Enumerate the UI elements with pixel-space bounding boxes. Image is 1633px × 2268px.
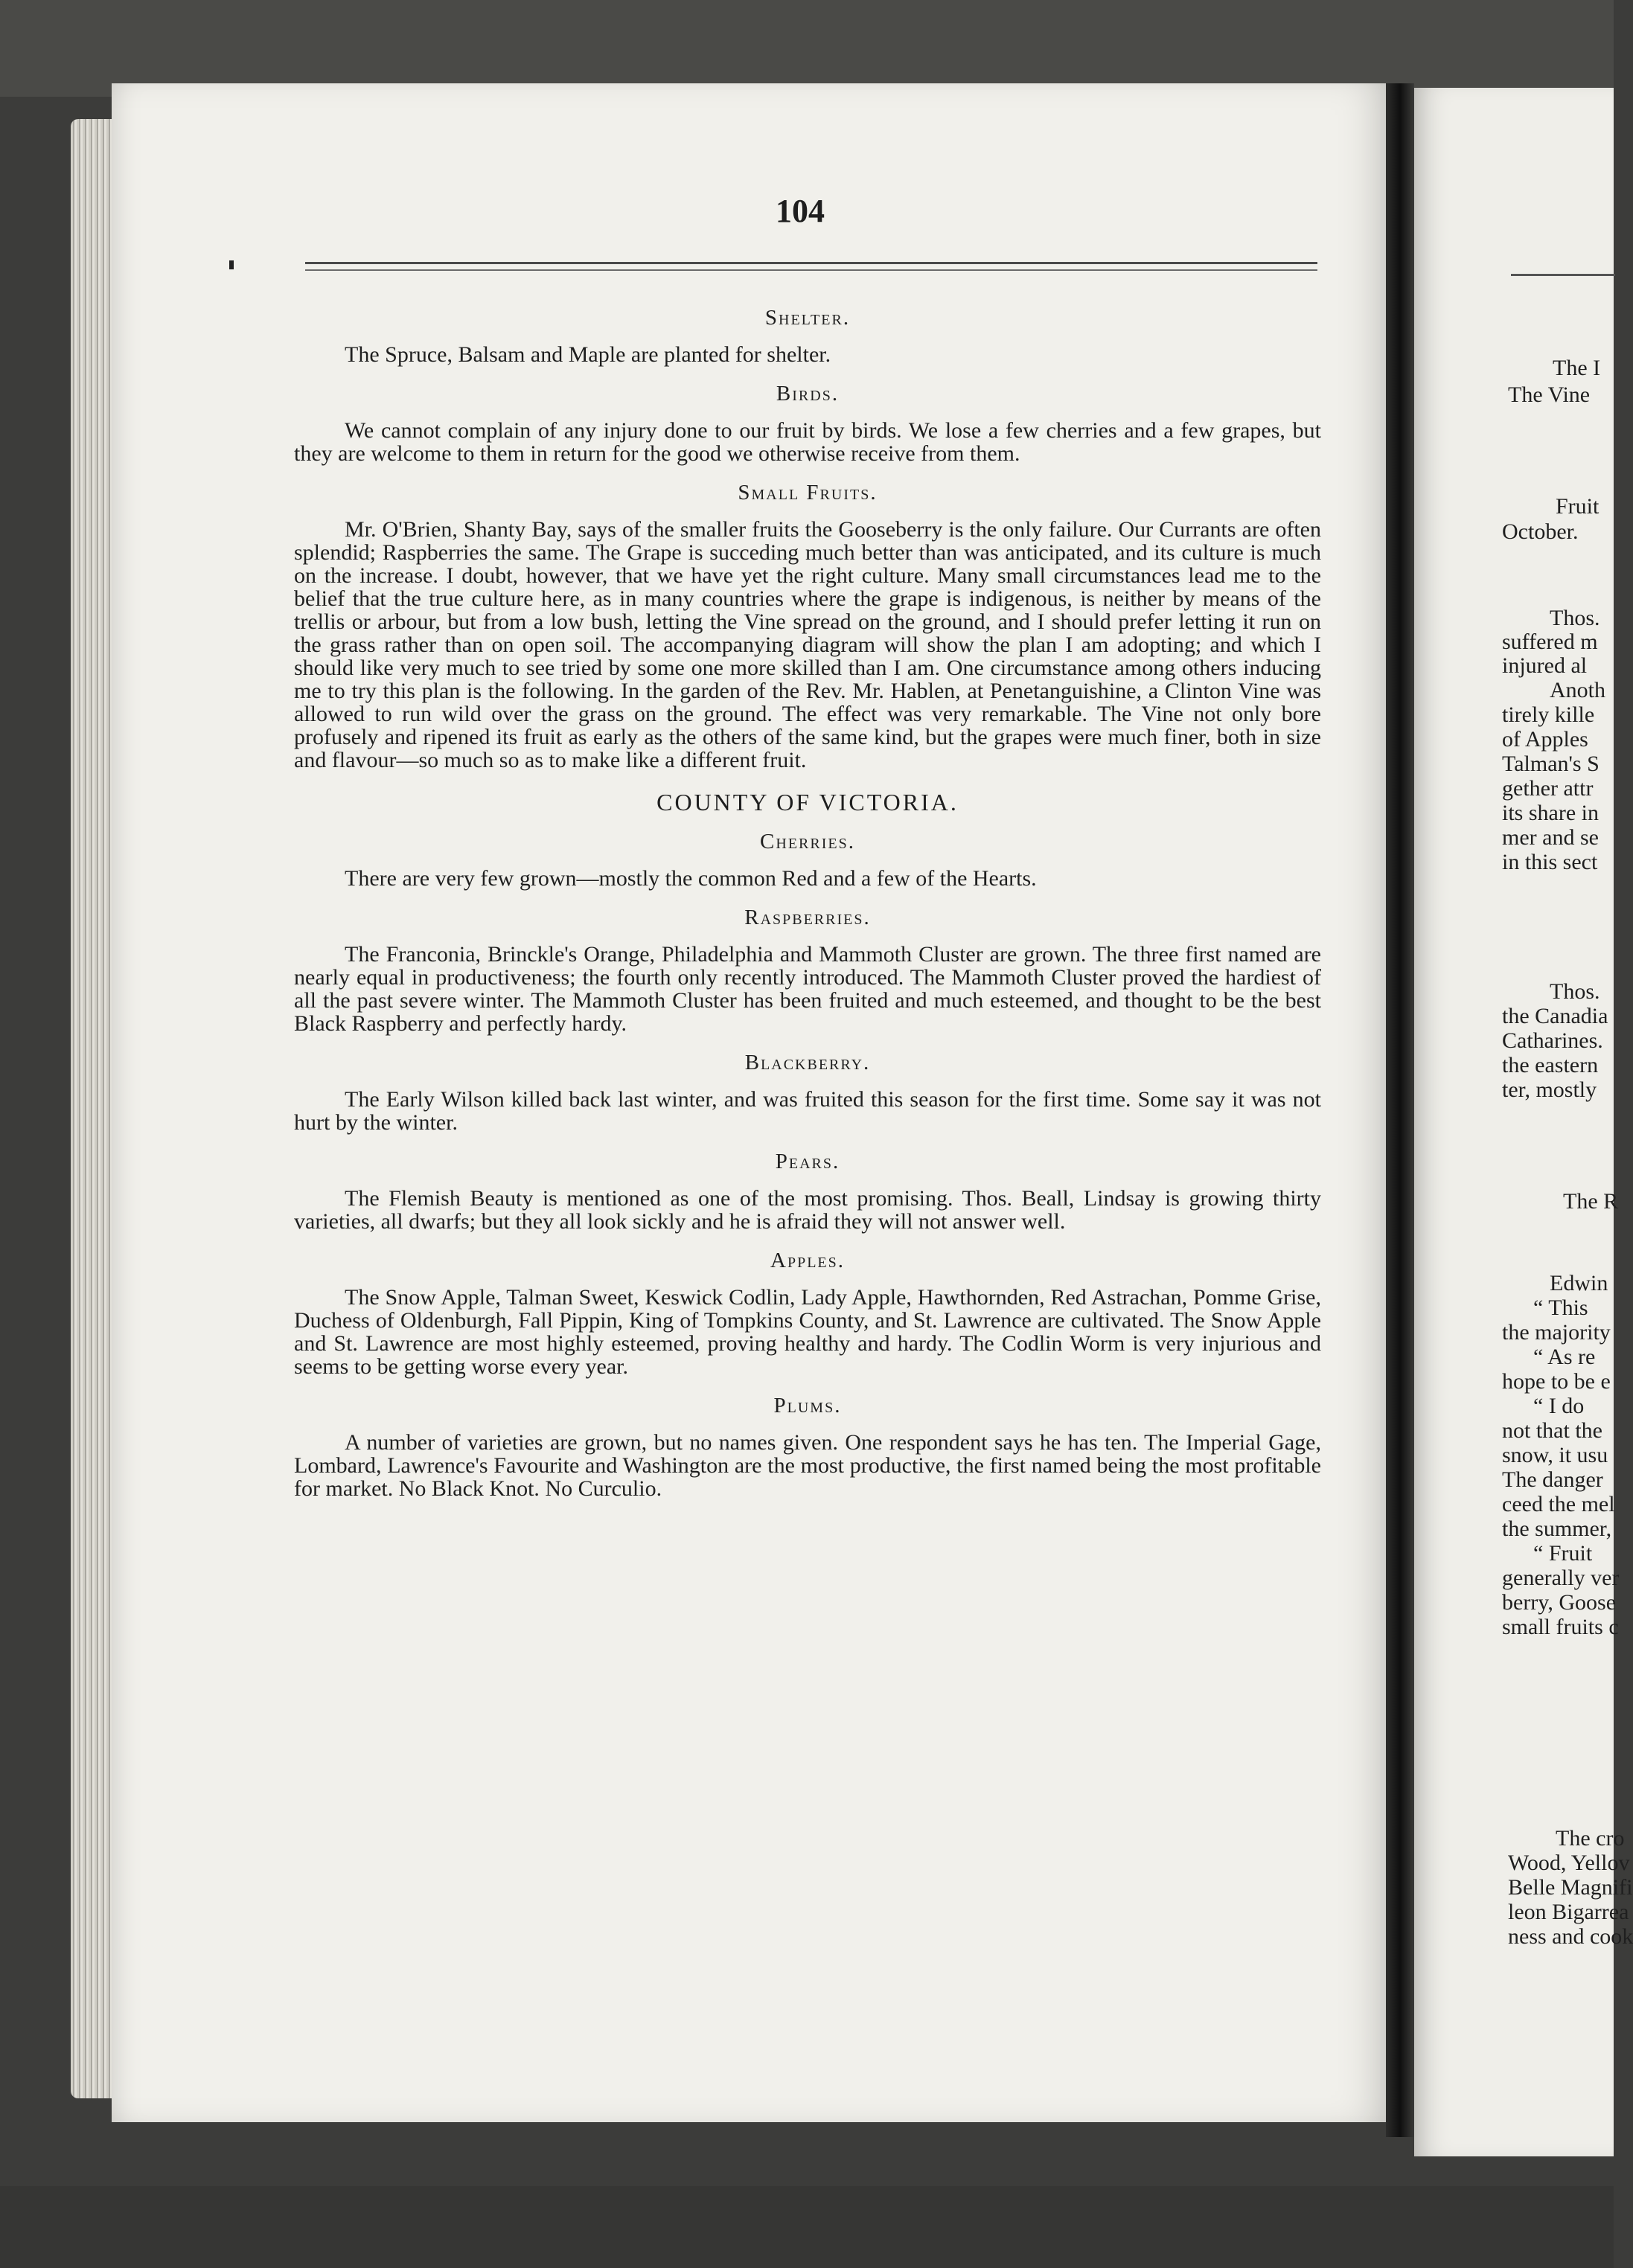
section-apples [294, 1249, 1321, 1378]
right-line: hope to be e [1502, 1369, 1611, 1394]
paragraph: The Spruce, Balsam and Maple are planted for shelter. [345, 342, 831, 367]
margin-mark [229, 260, 234, 269]
section-blackberry [294, 1051, 1321, 1134]
paragraph: A number of varieties are grown, but no names given. One respondent says he has ten. The Imperial Gage, Lombard, Lawrence's Favourite and Washington are the most productive, the first named being the most profitable for market. No Black Knot. No Curculio. [294, 1430, 1321, 1501]
right-line: the majority [1502, 1320, 1611, 1345]
right-line: “ I do [1533, 1394, 1585, 1418]
section-plums [294, 1394, 1321, 1500]
right-line: its share in [1502, 801, 1599, 825]
right-page [1414, 88, 1633, 2156]
paragraph: The Early Wilson killed back last winter, and was fruited this season for the first time. Some say it was not hurt by the winter. [294, 1087, 1321, 1135]
section-heading: Shelter. [764, 306, 851, 330]
section-heading: Pears. [775, 1150, 840, 1173]
section-raspberries [294, 906, 1321, 1035]
right-line: Talman's S [1502, 752, 1600, 776]
paragraph: The Snow Apple, Talman Sweet, Keswick Codlin, Lady Apple, Hawthornden, Red Astrachan, Pomme Grise, Duchess of Oldenburgh, Fall Pippin, King of Tompkins County, and St. Lawrence are cultivated. The Snow Apple and St. Lawrence are most highly esteemed, proving healthy and hardy. The Codlin Worm is very injurious and seems to be getting worse every year. [294, 1285, 1321, 1379]
section-shelter [294, 307, 1321, 366]
book-gutter [1386, 83, 1414, 2137]
section-heading: Small Fruits. [738, 481, 878, 504]
header-rule-lower [305, 269, 1317, 271]
county-title: COUNTY OF VICTORIA. [656, 789, 959, 816]
paragraph: Mr. O'Brien, Shanty Bay, says of the smaller fruits the Gooseberry is the only failure. Our Currants are often splendid; Raspberries the same. The Grape is succeding much better than was anticipated, and its culture is much on the increase. I doubt, however, that we have yet the right culture. Many small circumstances lead me to the belief that the true culture here, as in many countries where the grape is indigenous, is neither by means of the trellis or arbour, but from a low bush, letting the Vine spread on the ground, and I should prefer letting it run on the grass rather than on open soil. The accompanying diagram will show the plan I am adopting; and which I should like very much to see tried by some one more skilled than I am. One circumstance among others inducing me to try this plan is the following. In the garden of the Rev. Mr. Hablen, at Penetanguishine, a Clinton Vine was allowed to run wild over the grass on the ground. The effect was very remarkable. The Vine not only bore profusely and ripened its fruit as early as the others of the same kind, but the grapes were much finer, both in size and flavour—so much so as to make like a different fruit. [294, 517, 1321, 772]
scan-background-bottom [0, 2186, 1614, 2268]
page-number: 104 [776, 193, 825, 229]
right-line: ceed the mel [1502, 1492, 1615, 1516]
right-line: tirely kille [1502, 702, 1595, 727]
right-line: the Canadia [1502, 1004, 1608, 1028]
right-line: not that the [1502, 1418, 1602, 1443]
right-line: gether attr [1502, 776, 1594, 801]
right-line: Anoth [1550, 678, 1605, 702]
right-line: suffered m [1502, 630, 1598, 654]
right-line: snow, it usu [1502, 1443, 1608, 1467]
right-line: The R [1563, 1189, 1619, 1214]
right-line: mer and se [1502, 825, 1599, 850]
right-line: The Vine [1508, 382, 1591, 407]
right-line: ter, mostly [1502, 1077, 1597, 1102]
right-line: Catharines. [1502, 1028, 1603, 1053]
right-line: leon Bigarrea [1508, 1900, 1629, 1924]
right-line: “ This [1533, 1295, 1588, 1320]
paragraph: The Flemish Beauty is mentioned as one of the most promising. Thos. Beall, Lindsay is growing thirty varieties, all dwarfs; but they all look sickly and he is afraid they will not answer well. [294, 1186, 1321, 1234]
right-line: berry, Goose [1502, 1590, 1617, 1615]
right-line: injured al [1502, 653, 1588, 678]
right-line: Wood, Yellov [1508, 1851, 1630, 1875]
right-line: “ As re [1533, 1345, 1596, 1369]
right-line: Thos. [1550, 979, 1600, 1004]
right-line: generally ver [1502, 1566, 1620, 1590]
book-page-edges [71, 119, 115, 2098]
section-heading: Birds. [776, 382, 840, 406]
right-line: October. [1502, 519, 1579, 544]
section-small-fruits [294, 481, 1321, 772]
scan-background-top [0, 0, 1614, 97]
paragraph: The Franconia, Brinckle's Orange, Philadelphia and Mammoth Cluster are grown. The three first named are nearly equal in productiveness; the fourth only recently introduced. The Mammoth Cluster proved the hardiest of all the past severe winter. The Mammoth Cluster has been fruited and much esteemed, and thought to be the best Black Raspberry and perfectly hardy. [294, 942, 1321, 1036]
right-line: the eastern [1502, 1053, 1599, 1077]
right-line: Edwin [1550, 1271, 1608, 1295]
right-line: small fruits c [1502, 1615, 1619, 1639]
left-page-content [294, 290, 1321, 1500]
right-page-text [1414, 88, 1633, 2156]
header-rule [305, 262, 1317, 264]
section-birds [294, 382, 1321, 465]
right-line: of Apples [1502, 727, 1588, 752]
right-line: Belle Magnifi [1508, 1875, 1633, 1900]
section-heading: Raspberries. [744, 906, 871, 929]
paragraph: We cannot complain of any injury done to our fruit by birds. We lose a few cherries and a few grapes, but they are welcome to them in return for the good we otherwise receive from them. [294, 418, 1321, 466]
right-line: The I [1553, 356, 1601, 380]
section-heading: Cherries. [760, 830, 855, 853]
section-heading: Apples. [770, 1249, 845, 1272]
right-line: the summer, [1502, 1516, 1612, 1541]
right-line: “ Fruit [1533, 1541, 1593, 1566]
right-line: in this sect [1502, 850, 1598, 874]
right-line: Thos. [1550, 606, 1600, 630]
right-line: The danger [1502, 1467, 1603, 1492]
right-line: The cro [1556, 1826, 1625, 1851]
section-cherries [294, 830, 1321, 890]
paragraph: There are very few grown—mostly the common Red and a few of the Hearts. [345, 866, 1037, 891]
right-line: ness and cook [1508, 1924, 1633, 1949]
section-heading: Blackberry. [744, 1051, 871, 1074]
section-pears [294, 1150, 1321, 1233]
section-heading: Plums. [773, 1394, 842, 1418]
right-line: Fruit [1556, 494, 1600, 519]
